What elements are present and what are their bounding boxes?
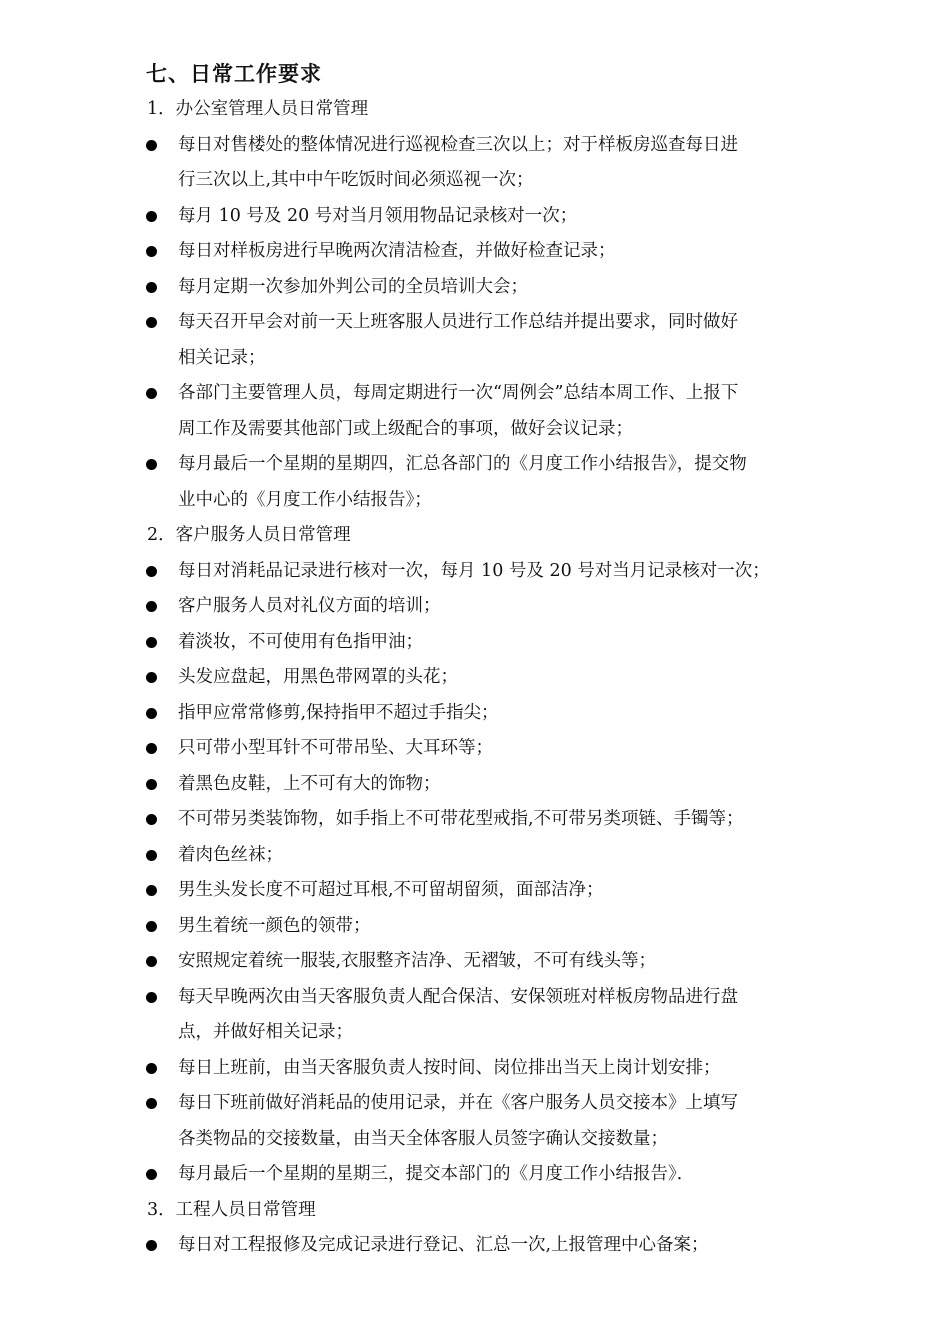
page-title: 七、日常工作要求 bbox=[146, 62, 322, 86]
bullet-icon bbox=[146, 566, 157, 577]
bullet-icon bbox=[146, 140, 157, 151]
list-item: 安照规定着统一服装,衣服整齐洁净、无褶皱，不可有线头等； bbox=[178, 951, 657, 971]
list-item-continuation: 相关记录； bbox=[178, 347, 266, 368]
bullet-icon bbox=[146, 317, 157, 328]
list-item: 头发应盘起，用黑色带网罩的头花； bbox=[178, 667, 458, 687]
list-item: 每日下班前做好消耗品的使用记录，并在《客户服务人员交接本》上填写 bbox=[178, 1093, 738, 1113]
list-item: 只可带小型耳针不可带吊坠、大耳环等； bbox=[178, 738, 493, 758]
list-item-continuation: 点，并做好相关记录； bbox=[178, 1022, 353, 1042]
bullet-icon bbox=[146, 992, 157, 1003]
list-item: 各部门主要管理人员，每周定期进行一次“周例会”总结本周工作、上报下 bbox=[178, 383, 739, 403]
list-item-continuation: 周工作及需要其他部门或上级配合的事项，做好会议记录； bbox=[178, 418, 633, 439]
list-item: 每月 10 号及 20 号对当月领用物品记录核对一次； bbox=[178, 205, 578, 226]
bullet-icon bbox=[146, 921, 157, 932]
bullet-icon bbox=[146, 708, 157, 719]
bullet-icon bbox=[146, 459, 157, 470]
bullet-icon bbox=[146, 246, 157, 257]
bullet-icon bbox=[146, 850, 157, 861]
bullet-icon bbox=[146, 1169, 157, 1180]
list-item: 指甲应常常修剪,保持指甲不超过手指尖； bbox=[178, 702, 499, 723]
bullet-icon bbox=[146, 637, 157, 648]
bullet-icon bbox=[146, 1240, 157, 1251]
bullet-icon bbox=[146, 601, 157, 612]
bullet-icon bbox=[146, 743, 157, 754]
list-item: 着淡妆，不可使用有色指甲油； bbox=[178, 631, 423, 652]
list-item: 着肉色丝袜； bbox=[178, 844, 283, 865]
section-heading: 3．工程人员日常管理 bbox=[147, 1199, 316, 1220]
section-heading: 2．客户服务人员日常管理 bbox=[147, 525, 351, 545]
section-heading: 1．办公室管理人员日常管理 bbox=[147, 99, 369, 119]
list-item: 每月最后一个星期的星期四，汇总各部门的《月度工作小结报告》，提交物 bbox=[178, 454, 747, 474]
bullet-icon bbox=[146, 885, 157, 896]
list-item: 每天召开早会对前一天上班客服人员进行工作总结并提出要求，同时做好 bbox=[178, 312, 738, 332]
bullet-icon bbox=[146, 814, 157, 825]
list-item: 每月定期一次参加外判公司的全员培训大会； bbox=[178, 276, 528, 297]
bullet-icon bbox=[146, 956, 157, 967]
list-item: 每日对售楼处的整体情况进行巡视检查三次以上；对于样板房巡查每日进 bbox=[178, 134, 738, 155]
list-item: 不可带另类装饰物，如手指上不可带花型戒指,不可带另类项链、手镯等； bbox=[178, 809, 744, 829]
list-item: 男生着统一颜色的领带； bbox=[178, 915, 371, 936]
list-item: 每天早晚两次由当天客服负责人配合保洁、安保领班对样板房物品进行盘 bbox=[178, 986, 738, 1007]
bullet-icon bbox=[146, 388, 157, 399]
list-item-continuation: 行三次以上,其中中午吃饭时间必须巡视一次； bbox=[178, 170, 534, 190]
list-item-continuation: 各类物品的交接数量，由当天全体客服人员签字确认交接数量； bbox=[178, 1128, 668, 1149]
bullet-icon bbox=[146, 282, 157, 293]
bullet-icon bbox=[146, 672, 157, 683]
bullet-icon bbox=[146, 1098, 157, 1109]
list-item: 每日对消耗品记录进行核对一次，每月 10 号及 20 号对当月记录核对一次； bbox=[178, 560, 770, 581]
bullet-icon bbox=[146, 211, 157, 222]
list-item: 男生头发长度不可超过耳根,不可留胡留须，面部洁净； bbox=[178, 880, 604, 900]
bullet-icon bbox=[146, 779, 157, 790]
list-item: 每日对样板房进行早晚两次清洁检查，并做好检查记录； bbox=[178, 241, 616, 261]
bullet-icon bbox=[146, 1063, 157, 1074]
list-item-continuation: 业中心的《月度工作小结报告》； bbox=[178, 489, 432, 510]
list-item: 每月最后一个星期的星期三，提交本部门的《月度工作小结报告》． bbox=[178, 1164, 695, 1184]
list-item: 每日对工程报修及完成记录进行登记、汇总一次,上报管理中心备案； bbox=[178, 1235, 709, 1255]
list-item: 着黑色皮鞋，上不可有大的饰物； bbox=[178, 773, 441, 794]
list-item: 每日上班前，由当天客服负责人按时间、岗位排出当天上岗计划安排； bbox=[178, 1057, 721, 1078]
list-item: 客户服务人员对礼仪方面的培训； bbox=[178, 596, 441, 616]
